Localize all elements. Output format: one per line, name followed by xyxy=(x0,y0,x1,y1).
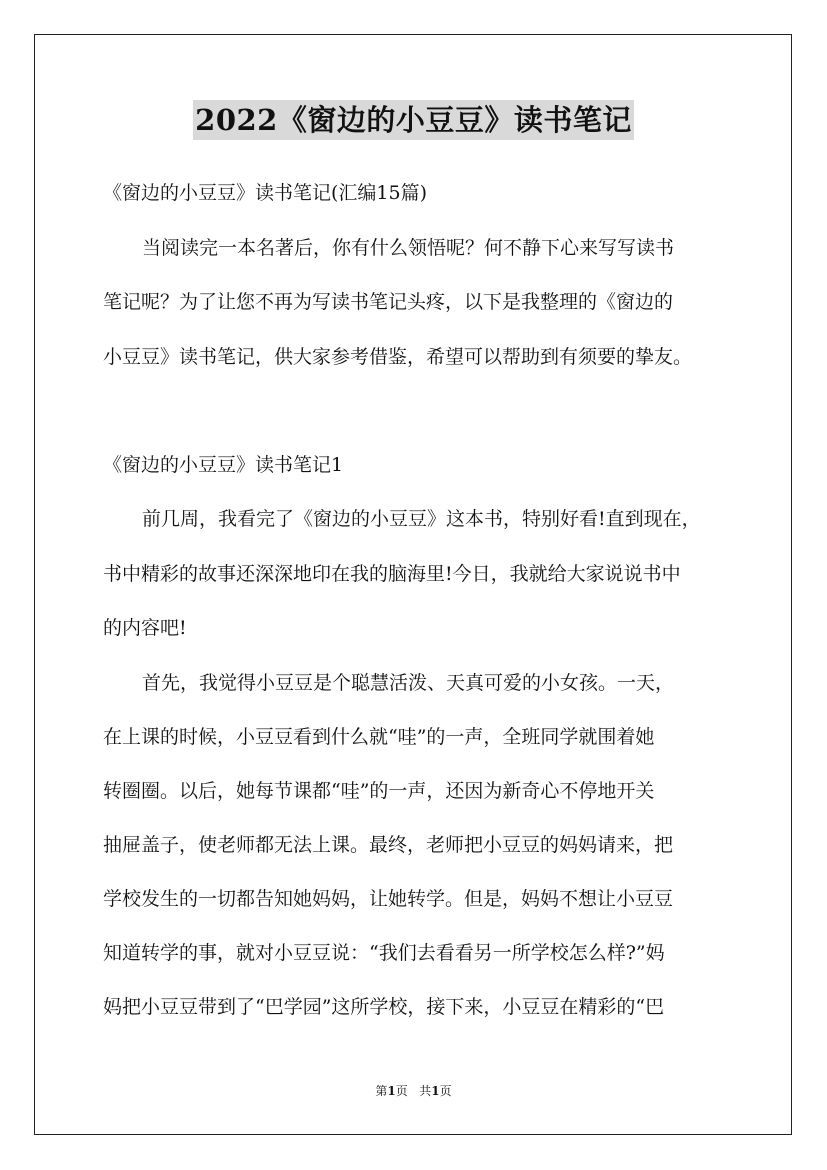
footer-total-prefix: 共 xyxy=(419,1084,432,1098)
footer-page-prefix: 第 xyxy=(375,1084,388,1098)
section-heading: 《窗边的小豆豆》读书笔记(汇编15篇) xyxy=(103,182,428,204)
body-text-line: 在上课的时候，小豆豆看到什么就“哇”的一声，全班同学就围着她 xyxy=(103,726,655,748)
title-container xyxy=(0,100,827,140)
footer-page-suffix: 页 xyxy=(395,1084,408,1098)
footer-total-pages: 1 xyxy=(431,1084,440,1098)
body-text-line: 转圈圈。以后，她每节课都“哇”的一声，还因为新奇心不停地开关 xyxy=(103,780,655,802)
page-footer xyxy=(0,1083,827,1099)
body-text-line: 首先，我觉得小豆豆是个聪慧活泼、天真可爱的小女孩。一天， xyxy=(142,672,675,694)
footer-total-suffix: 页 xyxy=(439,1084,452,1098)
body-text-line: 笔记呢？为了让您不再为写读书笔记头疼，以下是我整理的《窗边的 xyxy=(103,291,674,313)
section-heading: 《窗边的小豆豆》读书笔记1 xyxy=(103,454,344,476)
document-title: 2022《窗边的小豆豆》读书笔记 xyxy=(193,100,634,140)
body-text-line: 妈把小豆豆带到了“巴学园”这所学校，接下来，小豆豆在精彩的“巴 xyxy=(103,996,665,1018)
body-text-line: 的内容吧! xyxy=(103,617,187,639)
footer-page-number: 1 xyxy=(387,1084,396,1098)
body-text-line: 抽屉盖子，使老师都无法上课。最终，老师把小豆豆的妈妈请来，把 xyxy=(103,834,674,856)
body-text-line: 当阅读完一本名著后，你有什么领悟呢？何不静下心来写写读书 xyxy=(142,237,675,259)
body-text-line: 学校发生的一切都告知她妈妈，让她转学。但是，妈妈不想让小豆豆 xyxy=(103,888,674,910)
body-text-line: 书中精彩的故事还深深地印在我的脑海里!今日，我就给大家说说书中 xyxy=(103,563,681,585)
body-text-line: 知道转学的事，就对小豆豆说：“我们去看看另一所学校怎么样?”妈 xyxy=(103,942,665,964)
body-text-line: 前几周，我看完了《窗边的小豆豆》这本书，特别好看!直到现在， xyxy=(142,508,701,530)
body-text-line: 小豆豆》读书笔记，供大家参考借鉴，希望可以帮助到有须要的挚友。 xyxy=(103,346,693,368)
